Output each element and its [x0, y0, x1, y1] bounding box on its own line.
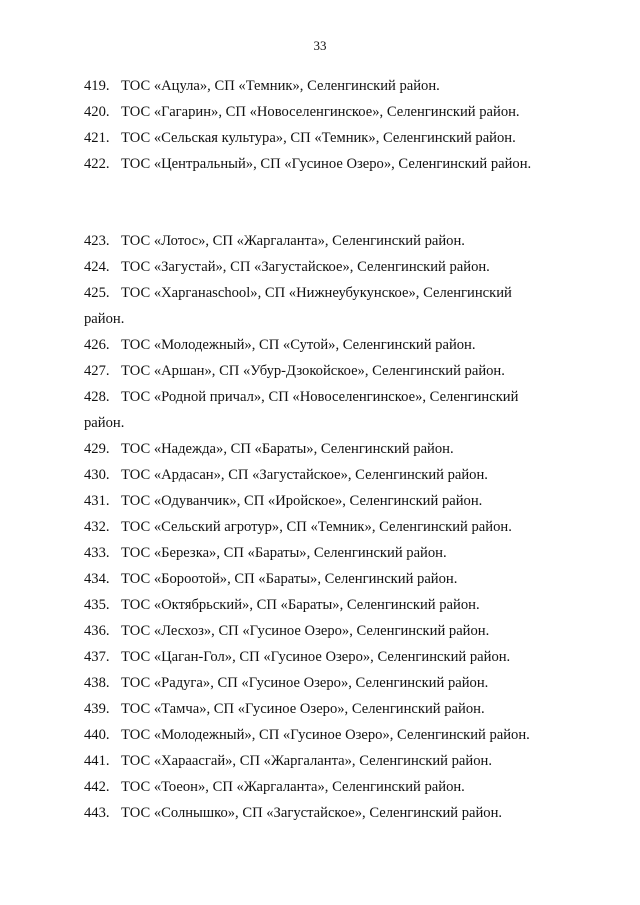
list-item	[84, 436, 554, 462]
item-number: 428.	[84, 389, 110, 405]
item-number: 429.	[84, 441, 110, 457]
list-item	[84, 254, 554, 280]
item-text: ТОС «Надежда», СП «Бараты», Селенгинский район.	[121, 441, 454, 457]
item-number: 430.	[84, 467, 110, 483]
list-item	[84, 644, 554, 670]
list-item	[84, 566, 554, 592]
item-number: 424.	[84, 259, 110, 275]
list-item	[84, 670, 554, 696]
list-item	[84, 228, 554, 254]
item-number: 440.	[84, 727, 110, 743]
list-item	[84, 462, 554, 488]
item-number: 431.	[84, 493, 110, 509]
item-text: ТОС «Загустай», СП «Загустайское», Селенгинский район.	[121, 259, 490, 275]
item-number: 435.	[84, 597, 110, 613]
item-number: 437.	[84, 649, 110, 665]
item-text: ТОС «Хараасгай», СП «Жаргаланта», Селенгинский район.	[121, 753, 492, 769]
list-item	[84, 696, 554, 722]
item-number: 432.	[84, 519, 110, 535]
list-item	[84, 514, 554, 540]
item-text: ТОС «Аршан», СП «Убур-Дзокойское», Селенгинский район.	[121, 363, 505, 379]
list-item	[84, 332, 554, 358]
list-item	[84, 99, 554, 125]
entry-list-bottom	[84, 228, 554, 826]
page-number: 33	[313, 38, 327, 53]
item-number: 443.	[84, 805, 110, 821]
item-number: 434.	[84, 571, 110, 587]
list-item	[84, 774, 554, 800]
item-text: ТОС «Октябрьский», СП «Бараты», Селенгинский район.	[121, 597, 480, 613]
item-number: 438.	[84, 675, 110, 691]
item-text: ТОС «Сельская культура», СП «Темник», Селенгинский район.	[121, 130, 516, 146]
list-item	[84, 592, 554, 618]
item-number: 439.	[84, 701, 110, 717]
item-number: 425.	[84, 285, 110, 301]
item-text: ТОС «Гагарин», СП «Новоселенгинское», Селенгинский район.	[121, 104, 520, 120]
item-number: 423.	[84, 233, 110, 249]
item-text: ТОС «Одуванчик», СП «Иройское», Селенгинский район.	[121, 493, 483, 509]
item-number: 426.	[84, 337, 110, 353]
item-text: ТОС «Родной причал», СП «Новоселенгинское», Селенгинский район.	[84, 389, 519, 431]
item-number: 419.	[84, 78, 110, 94]
list-item	[84, 722, 554, 748]
list-item	[84, 73, 554, 99]
item-number: 422.	[84, 156, 110, 172]
list-item	[84, 488, 554, 514]
list-item	[84, 618, 554, 644]
list-item	[84, 358, 554, 384]
item-number: 441.	[84, 753, 110, 769]
item-text: ТОС «Молодежный», СП «Гусиное Озеро», Селенгинский район.	[121, 727, 530, 743]
item-number: 420.	[84, 104, 110, 120]
list-item	[84, 800, 554, 826]
item-text: ТОС «Сельский агротур», СП «Темник», Селенгинский район.	[121, 519, 512, 535]
item-text: ТОС «Бороотой», СП «Бараты», Селенгинский район.	[121, 571, 458, 587]
list-item	[84, 125, 554, 151]
item-number: 433.	[84, 545, 110, 561]
item-text: ТОС «Лесхоз», СП «Гусиное Озеро», Селенгинский район.	[121, 623, 490, 639]
item-text: ТОС «Лотос», СП «Жаргаланта», Селенгинский район.	[121, 233, 465, 249]
item-text: ТОС «Молодежный», СП «Сутой», Селенгинский район.	[121, 337, 476, 353]
list-item	[84, 384, 554, 436]
item-text: ТОС «Харганаschool», СП «Нижнеубукунское», Селенгинский район.	[84, 285, 512, 327]
entry-list-top	[84, 73, 554, 177]
item-text: ТОС «Ацула», СП «Темник», Селенгинский район.	[121, 78, 440, 94]
item-number: 436.	[84, 623, 110, 639]
item-number: 442.	[84, 779, 110, 795]
item-text: ТОС «Ардасан», СП «Загустайское», Селенгинский район.	[121, 467, 488, 483]
item-text: ТОС «Березка», СП «Бараты», Селенгинский район.	[121, 545, 447, 561]
item-text: ТОС «Тоеон», СП «Жаргаланта», Селенгинский район.	[121, 779, 465, 795]
item-text: ТОС «Радуга», СП «Гусиное Озеро», Селенгинский район.	[121, 675, 489, 691]
item-text: ТОС «Солнышко», СП «Загустайское», Селенгинский район.	[121, 805, 503, 821]
item-text: ТОС «Тамча», СП «Гусиное Озеро», Селенгинский район.	[121, 701, 485, 717]
item-text: ТОС «Цаган-Гол», СП «Гусиное Озеро», Селенгинский район.	[121, 649, 511, 665]
list-item	[84, 151, 554, 177]
list-item	[84, 280, 554, 332]
item-text: ТОС «Центральный», СП «Гусиное Озеро», Селенгинский район.	[121, 156, 532, 172]
list-item	[84, 540, 554, 566]
item-number: 427.	[84, 363, 110, 379]
list-item	[84, 748, 554, 774]
item-number: 421.	[84, 130, 110, 146]
